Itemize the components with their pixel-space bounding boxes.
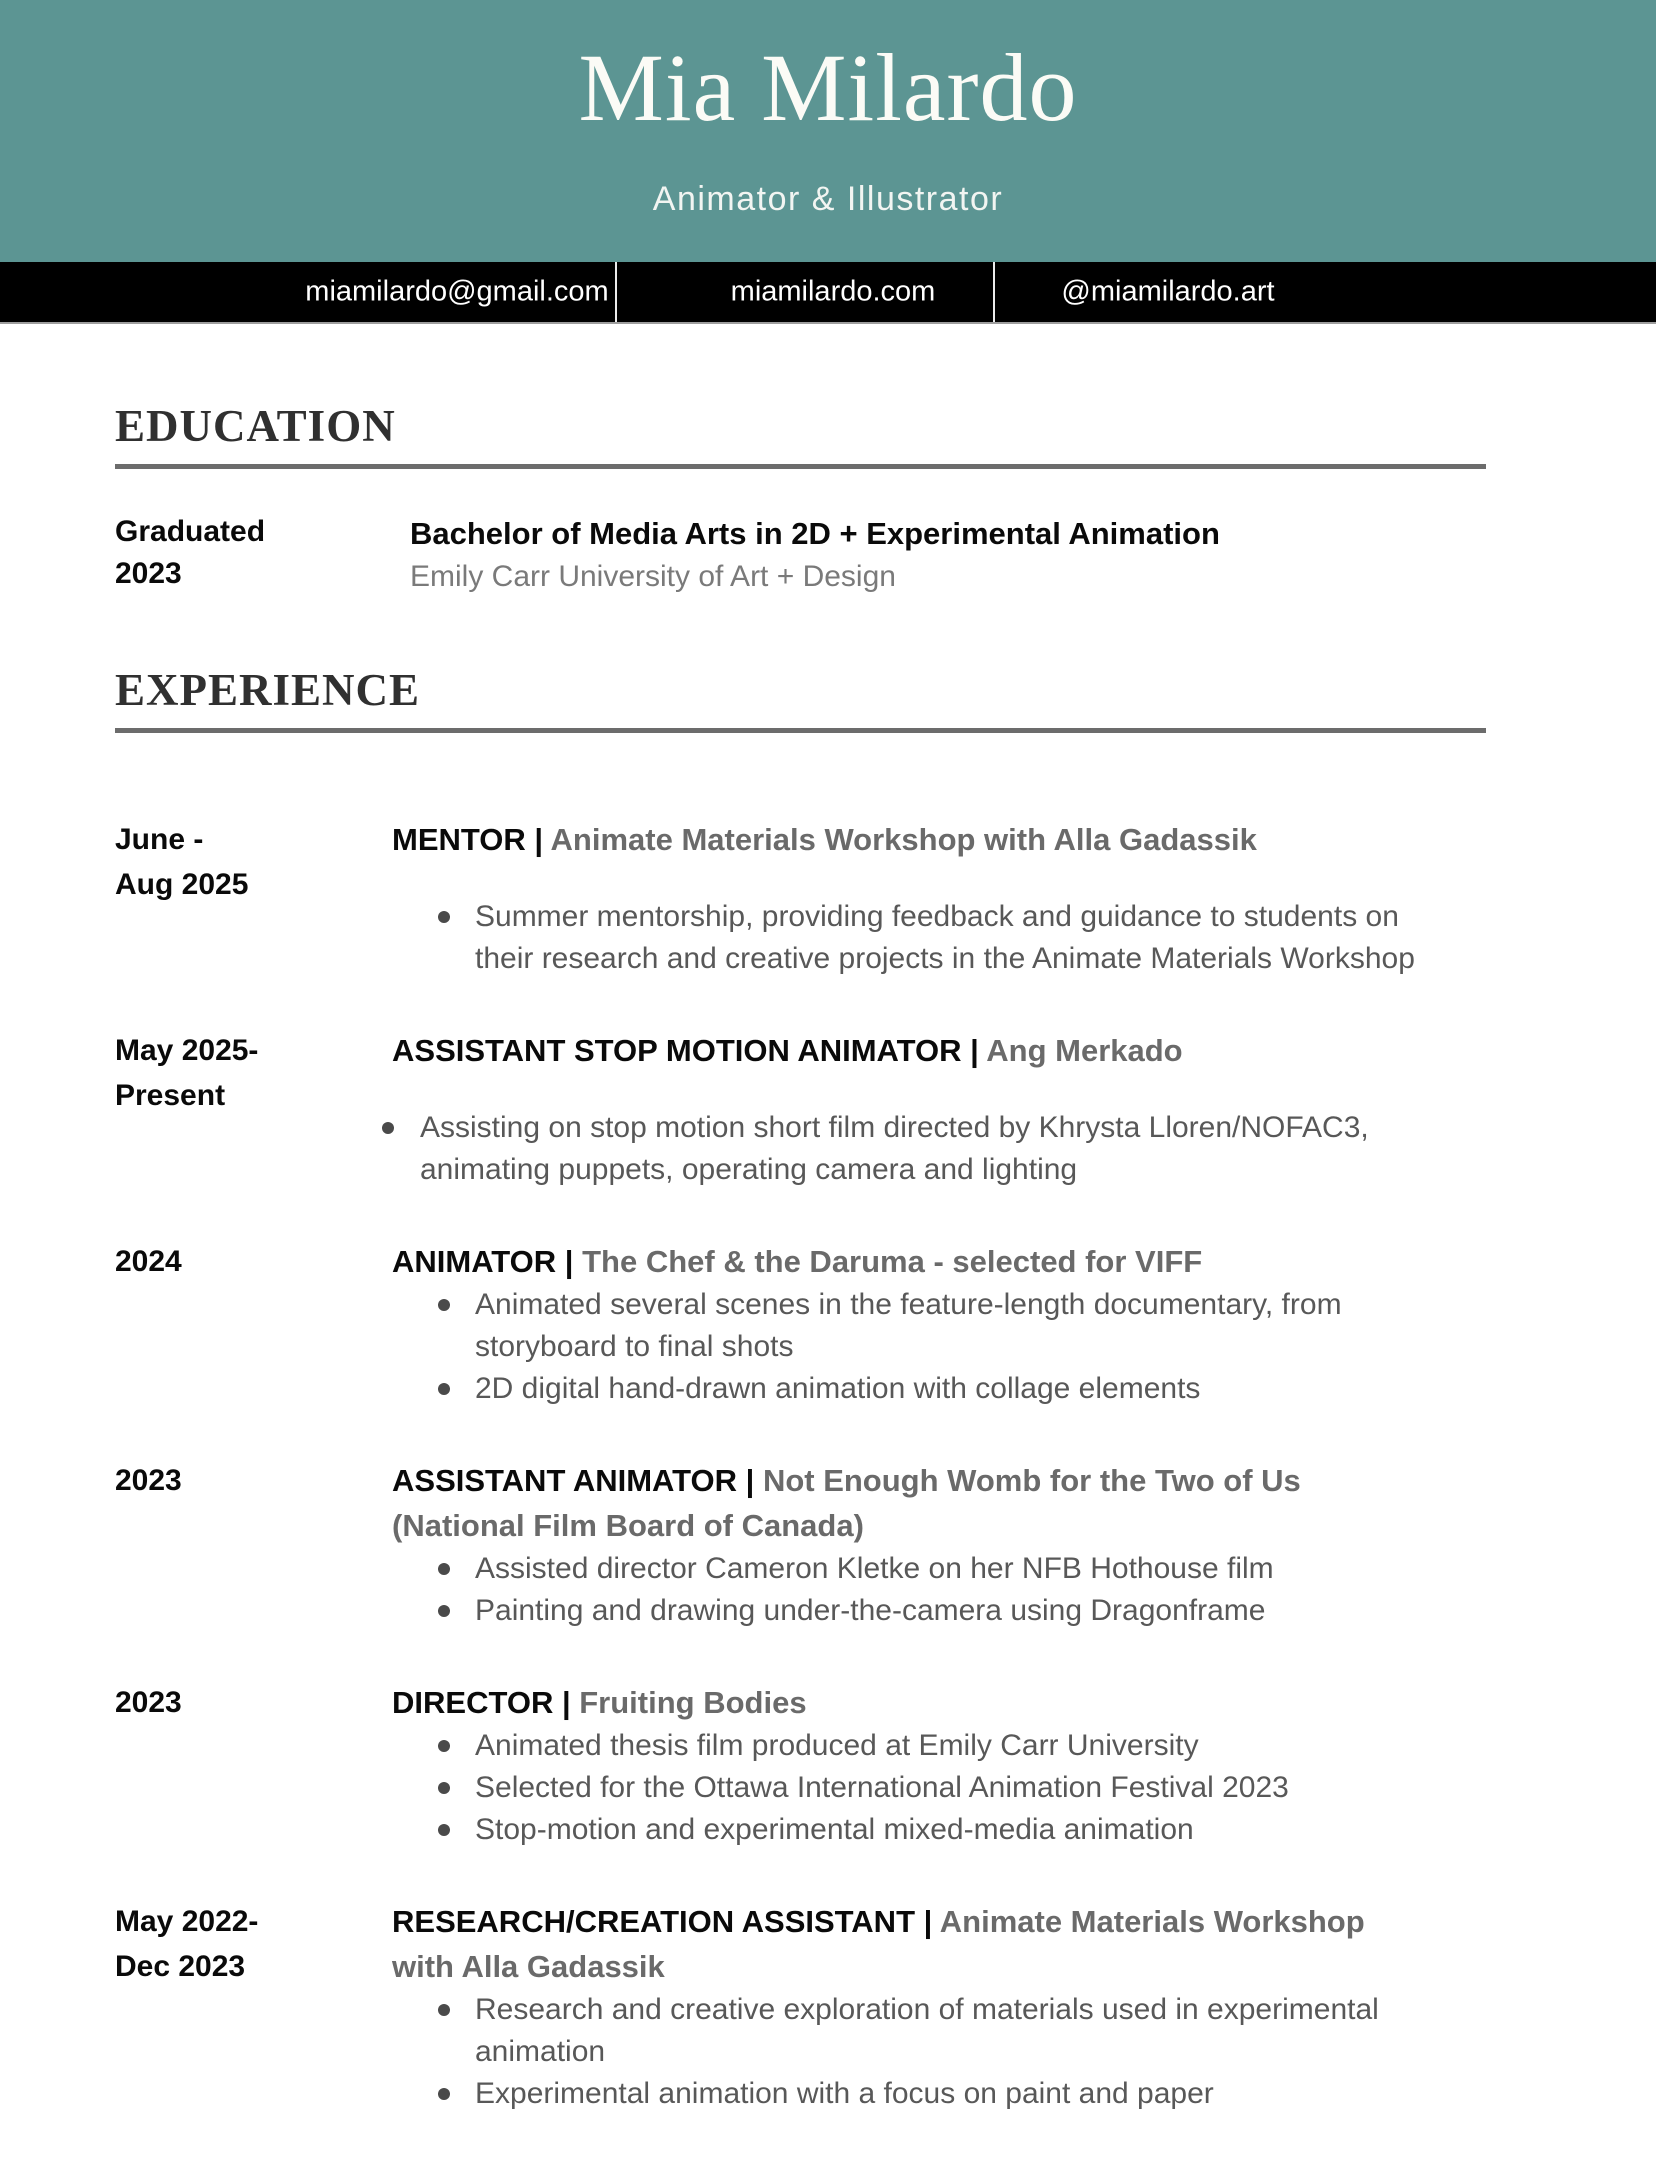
contact-bar (0, 262, 1656, 324)
role-label: DIRECTOR | (392, 1685, 571, 1720)
bullet-list (392, 1548, 1432, 1632)
bullet-item: Experimental animation with a focus on paint and paper (392, 2073, 1432, 2115)
person-name: Mia Milardo (578, 34, 1078, 141)
entry-date-line1: May 2025- (115, 1034, 259, 1067)
org-label: Ang Merkado (986, 1033, 1183, 1068)
experience-entry (115, 1680, 1486, 1851)
bullet-list (392, 1989, 1432, 2115)
bullet-item: Selected for the Ottawa International Animation Festival 2023 (392, 1767, 1432, 1809)
contact-divider (615, 262, 617, 322)
org-label: Animate Materials Workshop (939, 1904, 1365, 1939)
contact-divider (993, 262, 995, 322)
bullet-item: Painting and drawing under-the-camera using Dragonframe (392, 1590, 1432, 1632)
experience-entry (115, 817, 1486, 980)
role-label: ASSISTANT STOP MOTION ANIMATOR | (392, 1033, 979, 1068)
entry-date (115, 1028, 392, 1191)
masthead (0, 0, 1656, 262)
bullet-item: Animated thesis film produced at Emily Carr University (392, 1725, 1432, 1767)
org-label: Fruiting Bodies (579, 1685, 807, 1720)
entry-date (115, 817, 392, 980)
bullet-item: Assisted director Cameron Kletke on her NFB Hothouse film (392, 1548, 1432, 1590)
entry-date (115, 1899, 392, 2115)
org-label-line2: (National Film Board of Canada) (392, 1508, 864, 1543)
entry-date-line1: 2023 (115, 1686, 182, 1719)
experience-entry (115, 1028, 1486, 1191)
education-date-line2: 2023 (115, 557, 182, 590)
section-rule (115, 464, 1486, 469)
org-label-line2: with Alla Gadassik (392, 1949, 665, 1984)
section-rule (115, 728, 1486, 733)
role-label: MENTOR | (392, 822, 544, 857)
entry-title (392, 817, 1486, 862)
role-label: ANIMATOR | (392, 1244, 574, 1279)
entry-title (392, 1239, 1486, 1284)
entry-date-line1: June - (115, 823, 204, 856)
bullet-item: Assisting on stop motion short film directed by Khrysta Lloren/NOFAC3, animating puppets, operating camera and lighting (392, 1107, 1432, 1191)
education-date-line1: Graduated (115, 515, 266, 548)
education-date (115, 511, 392, 598)
person-title: Animator & Illustrator (652, 180, 1004, 218)
org-label: Not Enough Womb for the Two of Us (762, 1463, 1301, 1498)
experience-heading: EXPERIENCE (115, 665, 421, 715)
entry-date-line2: Present (115, 1079, 226, 1112)
education-entry (115, 511, 1486, 598)
entry-date-line1: 2024 (115, 1245, 182, 1278)
experience-entry (115, 1239, 1486, 1410)
bullet-item: 2D digital hand-drawn animation with collage elements (392, 1368, 1432, 1410)
degree-title: Bachelor of Media Arts in 2D + Experimental Animation (410, 516, 1220, 551)
entry-title (392, 1458, 1486, 1548)
bullet-item: Summer mentorship, providing feedback and guidance to students on their research and creative projects in the Animate Materials Workshop (392, 896, 1432, 980)
entry-detail (392, 1899, 1486, 2115)
entry-title (392, 1028, 1486, 1073)
bullet-item: Stop-motion and experimental mixed-media animation (392, 1809, 1432, 1851)
entry-detail (392, 1458, 1486, 1632)
bullet-item: Animated several scenes in the feature-length documentary, from storyboard to final shots (392, 1284, 1432, 1368)
entry-detail (392, 1239, 1486, 1410)
bullet-item: Research and creative exploration of materials used in experimental animation (392, 1989, 1432, 2073)
entry-detail (392, 817, 1486, 980)
role-label: RESEARCH/CREATION ASSISTANT | (392, 1904, 933, 1939)
contact-email: miamilardo@gmail.com (305, 275, 609, 308)
education-detail (392, 511, 1486, 598)
entry-date (115, 1458, 392, 1632)
contact-social-handle: @miamilardo.art (1061, 275, 1275, 308)
experience-entry (115, 1899, 1486, 2115)
entry-date (115, 1680, 392, 1851)
entry-detail (392, 1680, 1486, 1851)
entry-title (392, 1899, 1486, 1989)
contact-website: miamilardo.com (730, 275, 936, 308)
education-heading: EDUCATION (115, 401, 396, 451)
entry-date-line2: Dec 2023 (115, 1950, 246, 1983)
bullet-list (392, 1107, 1432, 1191)
org-label: Animate Materials Workshop with Alla Gadassik (550, 822, 1257, 857)
resume-body (0, 324, 1656, 2115)
entry-detail (392, 1028, 1486, 1191)
bullet-list (392, 1284, 1432, 1410)
entry-title (392, 1680, 1486, 1725)
bullet-list (392, 896, 1432, 980)
experience-entry (115, 1458, 1486, 1632)
org-label: The Chef & the Daruma - selected for VIFF (582, 1244, 1203, 1279)
entry-date-line2: Aug 2025 (115, 868, 249, 901)
entry-date-line1: May 2022- (115, 1905, 259, 1938)
entry-date (115, 1239, 392, 1410)
school-name: Emily Carr University of Art + Design (410, 560, 896, 593)
role-label: ASSISTANT ANIMATOR | (392, 1463, 755, 1498)
bullet-list (392, 1725, 1432, 1851)
entry-date-line1: 2023 (115, 1464, 182, 1497)
